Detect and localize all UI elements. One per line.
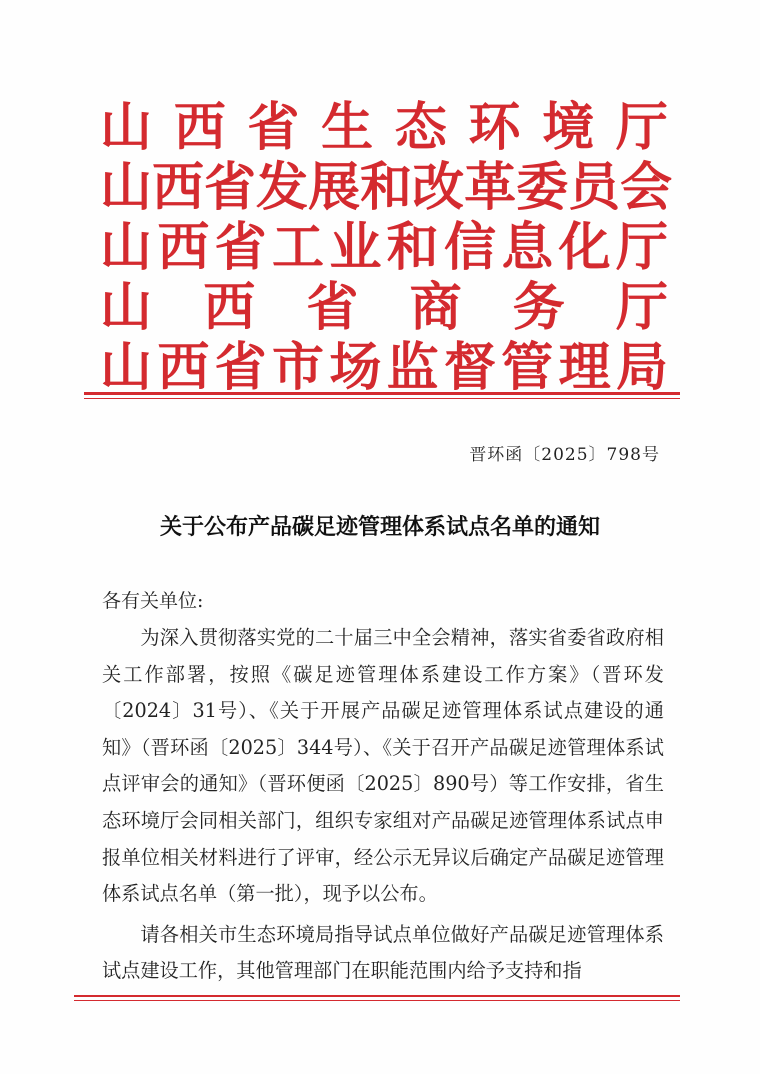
issuer-char: 境 (542, 97, 595, 158)
issuer-char: 西 (173, 97, 226, 158)
issuer-char: 工 (271, 217, 324, 278)
issuer-line (100, 338, 668, 398)
issuer-char: 息 (501, 217, 554, 278)
issuer-char: 环 (468, 97, 521, 158)
footer-divider-thick (74, 995, 680, 997)
issuer-char: 山 (100, 97, 153, 158)
issuer-char: 和 (360, 157, 413, 218)
header-divider-thin (84, 398, 680, 399)
issuer-line (100, 98, 668, 158)
issuer-char: 山 (100, 277, 153, 338)
issuer-char: 厅 (615, 217, 668, 278)
issuer-char: 委 (516, 157, 569, 218)
issuer-char: 省 (204, 157, 257, 218)
issuer-line (100, 157, 673, 218)
body-text (102, 620, 664, 990)
issuer-char: 厅 (615, 97, 668, 158)
issuer-char: 场 (329, 337, 382, 398)
issuer-char: 山 (100, 157, 153, 218)
issuer-header (100, 97, 673, 398)
issuer-char: 西 (203, 277, 256, 338)
issuer-char: 监 (386, 337, 439, 398)
issuer-char: 局 (615, 337, 668, 398)
issuer-char: 管 (501, 337, 554, 398)
issuer-char: 革 (464, 157, 517, 218)
issuer-char: 商 (409, 277, 462, 338)
issuer-line (100, 278, 668, 338)
body-paragraph: 为深入贯彻落实党的二十届三中全会精神，落实省委省政府相关工作部署，按照《碳足迹管理体系建设工作方案》（晋环发〔2024〕31号）、《关于开展产品碳足迹管理体系试点建设的通知》（晋环函〔2025〕344号）、《关于召开产品碳足迹管理体系试点评审会的通知》（晋环便函〔2025〕890号）等工作安排，省生态环境厅会同相关部门，组织专家组对产品碳足迹管理体系试点申报单位相关材料进行了评审，经公示无异议后确定产品碳足迹管理体系试点名单（第一批），现予以公布。 (102, 626, 664, 906)
issuer-char: 改 (412, 157, 465, 218)
issuer-char: 督 (443, 337, 496, 398)
issuer-char: 业 (329, 217, 382, 278)
issuer-char: 山 (100, 337, 153, 398)
issuer-line (100, 218, 668, 278)
issuer-char: 务 (512, 277, 565, 338)
issuer-char: 市 (271, 337, 324, 398)
issuer-char: 信 (443, 217, 496, 278)
salutation: 各有关单位: (102, 590, 204, 612)
issuer-char: 生 (321, 97, 374, 158)
issuer-char: 省 (247, 97, 300, 158)
issuer-char: 西 (157, 217, 210, 278)
issuer-char: 省 (306, 277, 359, 338)
issuer-char: 展 (308, 157, 361, 218)
issuer-char: 西 (152, 157, 205, 218)
issuer-char: 会 (620, 157, 673, 218)
issuer-char: 厅 (615, 277, 668, 338)
issuer-char: 省 (214, 217, 267, 278)
issuer-char: 山 (100, 217, 153, 278)
document-title: 关于公布产品碳足迹管理体系试点名单的通知 (159, 514, 600, 540)
body-paragraph: 请各相关市生态环境局指导试点单位做好产品碳足迹管理体系试点建设工作，其他管理部门在职能范围内给予支持和指 (102, 922, 664, 983)
issuer-char: 化 (558, 217, 611, 278)
issuer-char: 态 (394, 97, 447, 158)
issuer-char: 员 (568, 157, 621, 218)
issuer-char: 省 (214, 337, 267, 398)
footer-divider-thin (74, 1000, 680, 1001)
issuer-char: 和 (386, 217, 439, 278)
document-number: 晋环函〔2025〕798号 (469, 445, 660, 465)
issuer-char: 理 (558, 337, 611, 398)
issuer-char: 西 (157, 337, 210, 398)
issuer-char: 发 (256, 157, 309, 218)
header-divider-thick (84, 392, 680, 395)
